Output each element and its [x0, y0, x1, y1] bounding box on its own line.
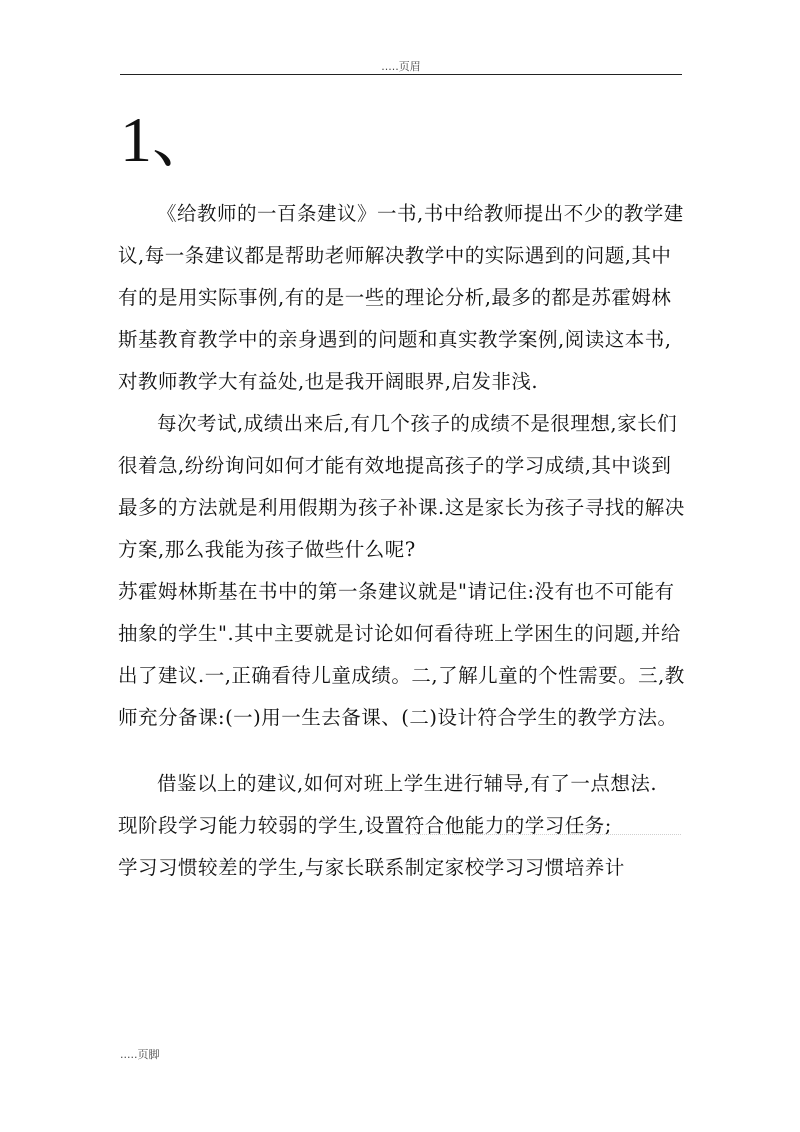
page-header: .....页眉 — [381, 60, 421, 73]
header-rule — [120, 74, 682, 75]
paragraph-3: 苏霍姆林斯基在书中的第一条建议就是"请记住:没有也不可能有抽象的学生".其中主要就是讨论如何看待班上学困生的问题,并给出了建议.一,正确看待儿童成绩。二,了解儿童的个性需要。三,教师充分备课:(一)用一生去备课、(二)设计符合学生的教学方法。 — [118, 580, 685, 729]
paragraph-1: 《给教师的一百条建议》一书,书中给教师提出不少的教学建议,每一条建议都是帮助老师解决教学中的实际遇到的问题,其中有的是用实际事例,有的是一些的理论分析,最多的都是苏霍姆林斯基教育教学中的亲身遇到的问题和真实教学案例,阅读这本书,对教师教学大有益处,也是我开阔眼界,启发非浅. — [118, 202, 684, 393]
paragraph-4: 借鉴以上的建议,如何对班上学生进行辅导,有了一点想法. — [157, 772, 658, 795]
paragraph-gap — [118, 739, 688, 763]
paragraph-5: 现阶段学习能力较弱的学生,设置符合他能力的学习任务; — [118, 814, 612, 837]
dotted-divider — [405, 834, 681, 835]
page-footer: .....页脚 — [120, 1048, 160, 1061]
paragraph-2: 每次考试,成绩出来后,有几个孩子的成绩不是很理想,家长们很着急,纷纷询问如何才能有效地提高孩子的学习成绩,其中谈到最多的方法就是利用假期为孩子补课.这是家长为孩子寻找的解决方案,那么我能为孩子做些什么呢? — [118, 412, 685, 561]
paragraph-6: 学习习惯较差的学生,与家长联系制定家校学习习惯培养计 — [118, 856, 625, 879]
section-heading: 1、 — [120, 104, 216, 175]
document-body — [118, 193, 688, 889]
